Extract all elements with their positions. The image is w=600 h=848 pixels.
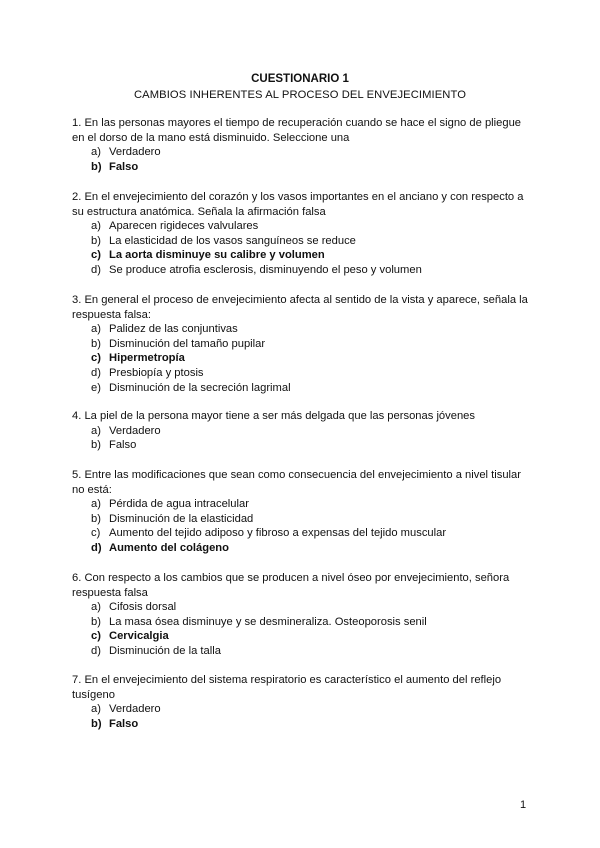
option-letter: c) [91,630,101,643]
question-6 [72,571,532,659]
page-number: 1 [520,799,527,811]
option-letter: d) [91,541,102,554]
option-letter: b) [91,337,101,350]
option-letter: a) [91,424,101,437]
answer-option [72,438,532,453]
option-text: Verdadero [109,424,161,437]
option-list [72,322,532,395]
option-text: Presbiopía y ptosis [109,366,204,379]
question-4 [72,409,532,453]
option-text: La elasticidad de los vasos sanguíneos se reduce [109,234,356,247]
option-text: Hipermetropía [109,352,185,365]
option-text: Falso [109,160,139,173]
option-text: Cifosis dorsal [109,601,177,614]
question-5 [72,468,532,556]
answer-option [72,526,532,541]
option-text: Cervicalgia [109,630,169,643]
document-title: CUESTIONARIO 1 [251,73,349,85]
option-text: Verdadero [109,703,161,716]
answer-option [72,615,532,630]
option-list [72,145,532,174]
question-text: 1. En las personas mayores el tiempo de recuperación cuando se hace el signo de pliegue en el dorso de la mano está disminuido. Seleccione una [72,117,522,144]
option-letter: d) [91,644,101,657]
question-7 [72,673,532,731]
option-letter: a) [91,601,101,614]
option-text: Disminución del tamaño pupilar [109,337,266,350]
option-letter: c) [91,352,101,365]
question-text: 2. En el envejecimiento del corazón y los vasos importantes en el anciano y con respecto a su estructura anatómica. Señala la afirmación falsa [72,191,524,218]
option-letter: c) [91,249,101,262]
option-text: Aumento del colágeno [109,541,229,554]
option-list [72,497,532,555]
answer-option [72,160,532,175]
option-list [72,600,532,658]
answer-option [72,424,532,439]
option-text: Palidez de las conjuntivas [109,323,238,336]
question-text: 6. Con respecto a los cambios que se producen a nivel óseo por envejecimiento, señora respuesta falsa [72,572,510,599]
answer-option [72,717,532,732]
answer-option [72,234,532,249]
answer-option [72,497,532,512]
option-letter: b) [91,717,102,730]
option-letter: a) [91,323,101,336]
option-text: Se produce atrofia esclerosis, disminuyendo el peso y volumen [109,263,422,276]
question-1 [72,116,532,174]
question-text: 4. La piel de la persona mayor tiene a ser más delgada que las personas jóvenes [72,410,476,422]
answer-option [72,145,532,160]
option-text: Disminución de la secreción lagrimal [109,381,291,394]
answer-option [72,644,532,659]
option-letter: d) [91,263,101,276]
option-text: Aumento del tejido adiposo y fibroso a expensas del tejido muscular [109,527,447,540]
option-text: Falso [109,717,139,730]
option-text: Disminución de la elasticidad [109,512,254,525]
option-text: La aorta disminuye su calibre y volumen [109,249,325,262]
option-letter: a) [91,220,101,233]
option-letter: b) [91,615,101,628]
answer-option [72,248,532,263]
option-letter: b) [91,234,101,247]
answer-option [72,702,532,717]
answer-option [72,322,532,337]
option-text: Pérdida de agua intracelular [109,498,249,511]
option-letter: a) [91,498,101,511]
question-3 [72,293,532,395]
answer-option [72,512,532,527]
answer-option [72,541,532,556]
option-text: Falso [109,439,137,452]
option-letter: c) [91,527,101,540]
document-subtitle: CAMBIOS INHERENTES AL PROCESO DEL ENVEJECIMIENTO [134,89,466,101]
question-text: 3. En general el proceso de envejecimiento afecta al sentido de la vista y aparece, señala la respuesta falsa: [72,294,528,321]
option-list [72,219,532,277]
option-text: Aparecen rigideces valvulares [109,220,259,233]
option-text: Verdadero [109,146,161,159]
option-list [72,702,532,731]
option-letter: b) [91,439,101,452]
option-text: La masa ósea disminuye y se desmineraliza. Osteoporosis senil [109,615,427,628]
option-letter: e) [91,381,101,394]
answer-option [72,381,532,396]
option-letter: b) [91,160,102,173]
answer-option [72,366,532,381]
option-letter: b) [91,512,101,525]
option-letter: a) [91,703,101,716]
question-2 [72,190,532,278]
answer-option [72,219,532,234]
answer-option [72,600,532,615]
answer-option [72,351,532,366]
question-text: 5. Entre las modificaciones que sean como consecuencia del envejecimiento a nivel tisular no está: [72,469,521,496]
answer-option [72,263,532,278]
question-text: 7. En el envejecimiento del sistema respiratorio es característico el aumento del reflejo tusígeno [72,674,502,701]
option-letter: d) [91,366,101,379]
option-letter: a) [91,146,101,159]
option-list [72,424,532,453]
option-text: Disminución de la talla [109,644,221,657]
answer-option [72,629,532,644]
answer-option [72,337,532,352]
